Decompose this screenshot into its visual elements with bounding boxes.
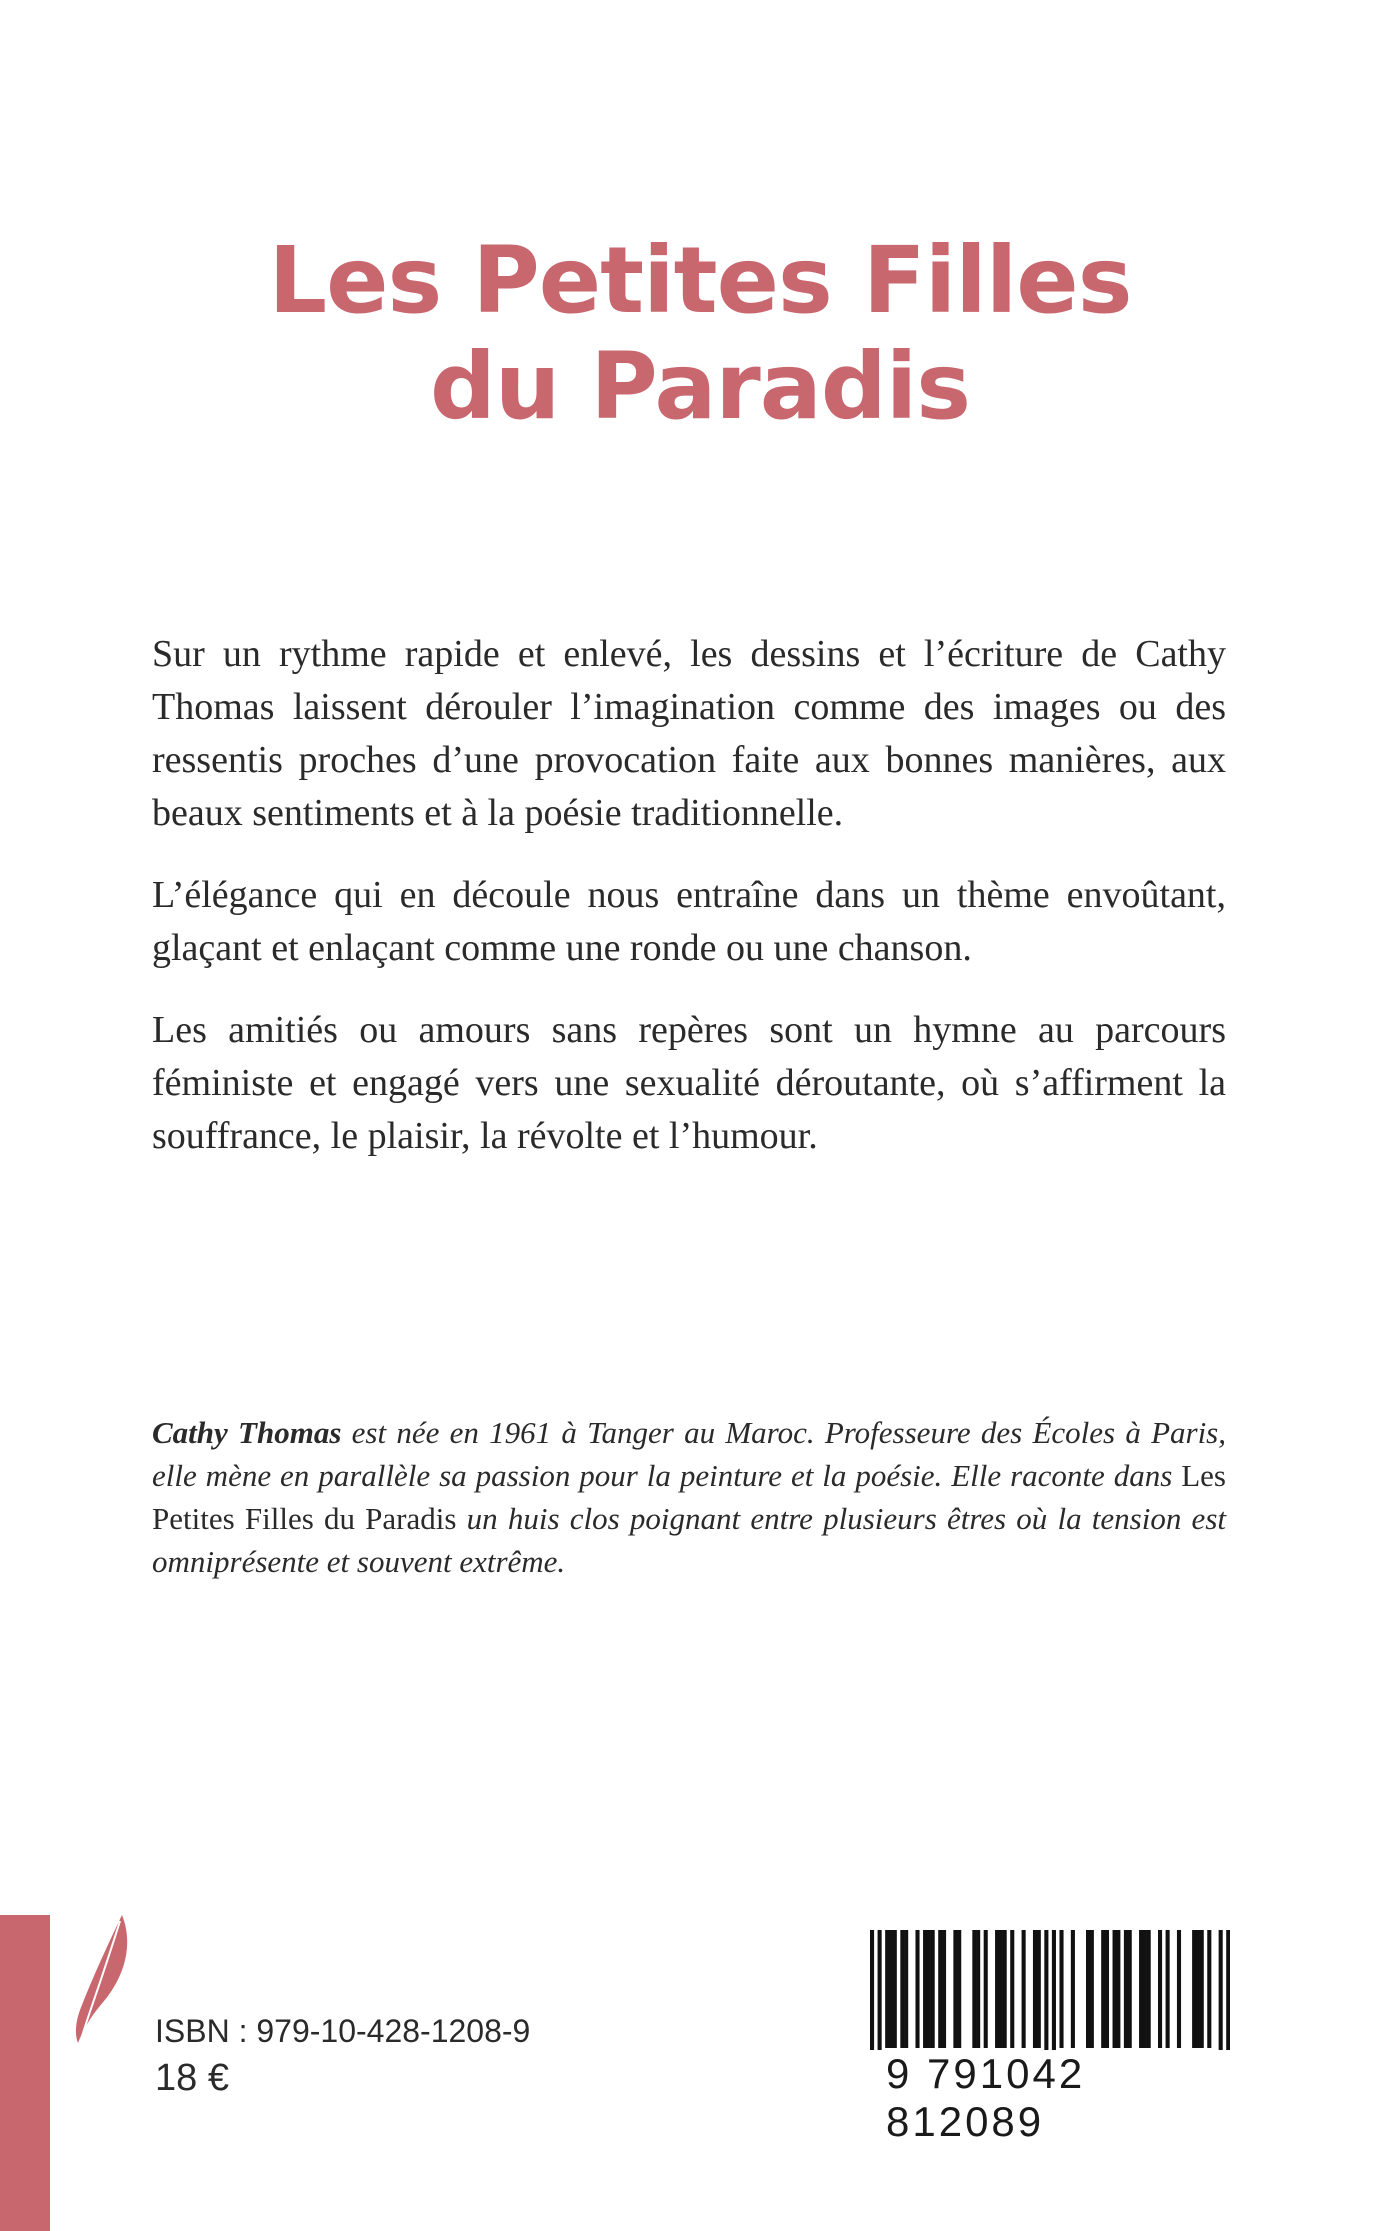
author-bio: [152, 1411, 1226, 1583]
barcode-bar: [1059, 1930, 1063, 2048]
barcode-bar: [1044, 1930, 1048, 2055]
barcode-bar: [1128, 1930, 1132, 2048]
barcode-bar: [1090, 1930, 1094, 2048]
price: 18 €: [155, 2057, 229, 2099]
barcode-digits: 9 791042 812089: [868, 2050, 1238, 2146]
back-cover-blurb: [152, 628, 1226, 1192]
barcode-bar: [1113, 1930, 1117, 2048]
barcode-bar: [1003, 1930, 1007, 2048]
barcode-bar: [1177, 1930, 1181, 2048]
barcode-bar: [904, 1930, 908, 2048]
barcode-bar: [1105, 1930, 1109, 2048]
barcode-bar: [893, 1930, 897, 2048]
barcode-bar: [1147, 1930, 1151, 2048]
bio-text-part-2: un huis clos poignant entre plusieurs êtres où la tension est omniprésente et souvent extrême.: [152, 1501, 1226, 1579]
barcode-bar: [999, 1930, 1003, 2048]
barcode-bar: [953, 1930, 957, 2048]
barcode-bar: [923, 1930, 927, 2048]
barcode-bar: [1158, 1930, 1162, 2048]
barcode-bar: [931, 1930, 935, 2048]
barcode-bar: [942, 1930, 946, 2048]
barcode-bar: [1124, 1930, 1128, 2048]
barcode-bar: [1116, 1930, 1120, 2048]
barcode-bars: [870, 1930, 1230, 2055]
barcode-bar: [889, 1930, 893, 2048]
bio-book-title: Les Petites Filles du Paradis: [152, 1458, 1226, 1536]
barcode-bar: [995, 1930, 999, 2048]
barcode-bar: [1200, 1930, 1204, 2048]
barcode-bar: [915, 1930, 919, 2048]
barcode-bar: [1226, 1930, 1230, 2055]
isbn-number: ISBN : 979-10-428-1208-9: [155, 2013, 531, 2049]
barcode-bar: [1143, 1930, 1147, 2048]
book-title: [0, 228, 1400, 440]
barcode-bar: [870, 1930, 874, 2055]
side-color-bar: [0, 1915, 50, 2231]
bio-text-part-1: est née en 1961 à Tanger au Maroc. Professeure des Écoles à Paris, elle mène en parallèle sa passion pour la peinture et la poésie. Elle raconte dans: [152, 1415, 1226, 1493]
barcode-bar: [938, 1930, 942, 2048]
barcode-bar: [927, 1930, 931, 2048]
barcode-bar: [984, 1930, 988, 2048]
barcode-bar: [1022, 1930, 1026, 2048]
book-title-line-2: du Paradis: [429, 333, 971, 440]
barcode-bar: [1086, 1930, 1090, 2048]
blurb-paragraph: Sur un rythme rapide et enlevé, les dessins et l’écriture de Cathy Thomas laissent dérouler l’imagination comme des images ou des ressentis proches d’une provocation faite aux bonnes manières, aux beaux sentiments et à la poésie traditionnelle.: [152, 633, 1226, 834]
barcode-bar: [1052, 1930, 1056, 2055]
barcode-bar: [1192, 1930, 1196, 2048]
barcode-bar: [1037, 1930, 1041, 2048]
blurb-paragraph: Les amitiés ou amours sans repères sont un hymne au parcours féministe et engagé vers une sexualité déroutante, où s’affirment la souffrance, le plaisir, la révolte et l’humour.: [152, 1009, 1226, 1157]
barcode-bar: [1196, 1930, 1200, 2048]
barcode-bar: [1101, 1930, 1105, 2048]
barcode-bar: [878, 1930, 882, 2055]
author-name: Cathy Thomas: [152, 1415, 342, 1450]
feather-icon: [64, 1915, 136, 2043]
barcode-bar: [1219, 1930, 1223, 2055]
barcode-bar: [957, 1930, 961, 2048]
barcode-bar: [972, 1930, 976, 2048]
barcode-bar: [976, 1930, 980, 2048]
barcode-bar: [1139, 1930, 1143, 2048]
barcode-bar: [885, 1930, 889, 2048]
barcode-bar: [1166, 1930, 1170, 2048]
barcode-bar: [1010, 1930, 1014, 2048]
barcode-bar: [1071, 1930, 1075, 2048]
book-title-line-1: Les Petites Filles: [268, 227, 1132, 334]
barcode-bar: [1033, 1930, 1037, 2048]
barcode-bar: [900, 1930, 904, 2048]
blurb-paragraph: L’élégance qui en découle nous entraîne dans un thème envoûtant, glaçant et enlaçant comme une ronde ou une chanson.: [152, 874, 1226, 969]
barcode-bar: [1207, 1930, 1211, 2048]
